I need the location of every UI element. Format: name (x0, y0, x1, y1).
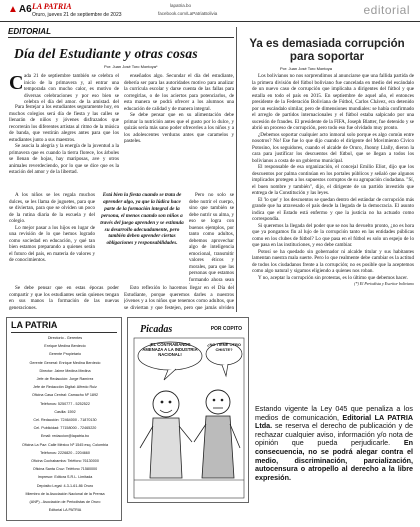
masthead-line: Impresor: Editora S.R.L. Limitada (37, 475, 93, 480)
editorial-paragraph: enseñados algo. Secundar el día del estudiante, debería ser para las autoridades motivo para analizar la currícula escolar y darse cuenta de las fallas para corregirlas, o de los aciertos para potenciarlos, de esta manera se podrá ofrecer a los alumnos una educación de calidad y de manera integral. (124, 73, 234, 112)
page-header (0, 0, 420, 22)
masthead-line: Email: redaccion@lapatria.bo (40, 434, 90, 439)
cartoon-brand: Picadas (140, 324, 173, 335)
masthead-line: Jefe de Redacción Digital: Alfredo Ruiz (33, 385, 97, 390)
issue-date: Oruro, jueves 21 de septiembre de 2023 (32, 12, 122, 18)
speech-bubble: ¿NO TIENE OTRO CHISTE? (207, 342, 241, 352)
masthead-line: Depósito Legal: 4-3-1-61-86 Oruro (36, 483, 94, 488)
speech-bubble: ¡EL CONTRABANDO AMENAZA A LA INDUSTRIA NACIONAL! (142, 342, 198, 357)
opinion-title: Ya es demasiada corrupción para soportar (249, 38, 405, 63)
notice-warning: En consecuencia, no se podrá alegar contra el medio, discriminación, parcialización, autocensura o atropello al derecho a la libre expresión. (255, 438, 413, 482)
masthead-line: Directorio - Gerentes (47, 336, 83, 340)
editorial-paragraph: Se debe pensar que en su alimentación debe primar la nutrición antes que el gusto por lo dulce, y quizás sería más sano poder ofrecerles a los niños y a los adolescentes verduras antes que caramelos y pasteles. (124, 112, 234, 144)
masthead-line: (ANP) - Asociación de Periodistas de Oruro (29, 500, 101, 504)
drop-cap: C (9, 72, 24, 94)
masthead-line: Oficina La Paz: Calle México Nº 1545 esq. Colombia (22, 442, 108, 447)
opinion-author: Por: Juan José Toro Montoya (280, 66, 332, 71)
masthead-line: Enrique Medina Berdecio (44, 344, 86, 349)
editorial-column-1 (24, 73, 119, 103)
masthead-line: Jefe de Redacción: Jorge Ramírez (36, 377, 94, 381)
pull-quote: Está bien la fiesta cuando se trata de aprender algo, ya que la lúdica hace parte de la formación integral de la persona, el menos cuando son niños a través del juego aprenden y se estimula su desarrollo adecuadamente, pero también deben aprender ciertas obligaciones y responsabilidades. (100, 192, 184, 247)
editorial-column-1-narrow (9, 192, 95, 284)
opinion-paragraph: Los bolivianos no nos sorprendimos al anunciarse que una fallida partida de la primera división del fútbol boliviano fue cancelada en medio del escándalo de un nuevo caso de corrupción que implicaba a dirigentes del fútbol y que estalla en todo el país en 2015. En septiembre de aquel año, el entonces presidente de la Federación Boliviana de Fútbol, Carlos Chávez, era detenido por un escándalo similar, pero de dimensiones mundiales: se había confirmado el arreglo de partidos internacionales y el fútbol estaba salpicado por una sucesión de fraudes. El presidente de la FIFA, Joseph Blatter, fue detenido y se abrió un proceso de corrupción, pero todo eso fue olvidado muy pronto. (252, 73, 414, 131)
opinion-paragraph: Y no, aceptar la corrupción sin protestas, es lo último que debemos hacer. (258, 274, 408, 281)
editorial-column-2-narrow (189, 192, 234, 284)
editorial-title: Día del Estudiante y otras cosas (14, 46, 198, 61)
masthead-line: Teléfonos: 5250777 - 5252522 (40, 401, 90, 406)
notice-text: Estando vigente la Ley 045 que penaliza a los medios de comunicación, (255, 404, 413, 422)
section-label: editorial (363, 3, 410, 17)
masthead-title: LA PATRIA (11, 320, 58, 330)
opinion-paragraph: Potosí se ha quedado sin gobernador ni alcalde titular y sus habitantes lamentan nuestra mala suerte. Pero lo que realmente debe cambiar es la actitud de todos los ciudadanos frente a la corrupción; no es posible que la aceptemos como algo natural y sigamos eligiendo a quienes nos roban. (252, 248, 414, 274)
editorial-paragraph: Se debe pensar que en estas épocas poder compartir y que los estudiantes serán quienes tengan en sus manos la formación de las nuevas generaciones. (9, 285, 119, 311)
editorial-column-2-bottom (124, 285, 234, 311)
editorial-author: Por: Juan José Toro Montoya* (104, 64, 158, 69)
masthead-box (6, 317, 122, 521)
legal-notice (255, 405, 413, 482)
masthead-line: Oficina Cochabamba: Teléfono 76130000 (31, 459, 99, 463)
opinion-paragraph: ¿Debemos soportar cualquier acto inmoral solo porque es algo común entre nosotros? No! Ese fue lo que dijo cuando el dirigente del Movimiento Cívico Potosino, los seguidores, cuando el alcalde de Oruro, Jhonny Llally, dieron la cara para justificar los descuentos del fútbol, que se llegan a todos los bolivianos a costa de un gobierno municipal. (252, 131, 414, 164)
opinion-paragraph: Si queremos la llegada del poder que se nos ha devuelto pronto, ¿no es hora que ya pongamos fin al lujo de la corrupción tanto en las entidades públicas como en los clubes de fútbol? Lo que pasa en el fútbol es solo un espejo de lo que pasa en las instituciones, y eso debe cambiar. (252, 222, 414, 248)
editorial-bottom-span (9, 285, 119, 311)
masthead-line: Cel. Publicidad: 77158000 - 72465220 (33, 426, 97, 431)
masthead-line: Director: Jaime Medina Medina (39, 368, 91, 373)
opinion-paragraph: El responsable de esa organización, el concejal Emilio Eliot, dijo que los descuentos por palma continúan en los portales públicos y señaló que algunos implicados protegen a los supuestos corruptos de su agrupación ciudadana. "Sí, el buen nombre y también", dijo, el dirigente de un partido investido que entrega de la Constitución y las leyes. (252, 164, 414, 196)
la-patria-logo: LA PATRIA (32, 2, 72, 11)
editorial-paragraph: Se asocia la alegría y la energía de la juventud a la primavera que es cuando la tierra florece, los árboles se llenan de hojas, hay mariposas, ave y otros animales reverdeciendo, por lo que se dice que es la estación del amor y de la libertad. (9, 143, 119, 175)
notice-text: se reserva el derecho de publicación y de rechazar cualquier aviso, información y/o nota de opinión que pueda perjudicarle. (255, 421, 414, 448)
editorial-paragraph: ada 21 de septiembre también se celebra el inicio de la primavera y, al entrar una temporada con mucho calor, es motivo de diversas celebraciones y por eso bien se celebra el día del amor, de la amistad, del (24, 73, 119, 103)
masthead-line: Editorial LA PATRIA (48, 508, 82, 513)
editorial-paragraph: A los niños se les regala muchos dulces, se les llama de juguetes, para que se diviertan, para que se olviden un poco de la rutina diaria de la escuela y del colegio. (9, 192, 95, 224)
editorial-column-1-body (9, 104, 119, 192)
social-handle: facebook.com/LaPatriaBolivia (158, 11, 218, 16)
masthead-line: Miembro de la Asociación Nacional de la Prensa (25, 491, 105, 496)
opinion-body (252, 73, 414, 403)
masthead-line: Gerente General: Enrique Medina Berdecio (29, 360, 101, 365)
editorial-paragraph: Lo mejor pasar a los hijos en lugar de una revisión de lo que hemos logrado como sociedad en educación, y qué tan bien estamos preparando a quienes serán el futuro del país, en materia de valores y de conocimientos. (9, 224, 95, 263)
column-divider (236, 27, 237, 312)
opinion-paragraph: El 'lo que' y los descuentos se quedan dentro del estándar de corrupción más grande que ha atravesado el país desde la llegada de la democracia. El asunto indica que el Estado está enfermo y que la justicia no ha actuado como correspondía. (252, 196, 414, 222)
editorial-paragraph: Para festejar a los estudiantes seguramente hoy, en muchos colegios será día de fiesta y las calles se llenarán de niños y jóvenes disfrazados que recorrerán los diferentes artistas al ritmo de la música de banda, que vestirán alegres antes para que los estudiantes junto a sus maestros. (9, 104, 119, 143)
editorial-paragraph: Esto reflexión lo hacemos llegar en el Día del Estudiante, porque queremos darles a nuestros jóvenes y a los niños que tenemos como adultos, que se diviertan y que festejen, pero que jamás olviden (124, 285, 234, 311)
editorial-label: EDITORIAL (8, 27, 51, 36)
masthead-line: Oficina Casa Central: Camacho Nº 1892 (31, 393, 99, 398)
masthead-line: Cel. Redacción: 72464000 - 71870130 (33, 418, 97, 422)
masthead-rule (11, 332, 117, 333)
editorial-column-2 (124, 73, 234, 191)
page-number: ▲A6 (8, 4, 32, 15)
masthead-line: Casilla: 1592 (54, 409, 76, 414)
notice-company: Editorial LA PATRIA Ltda. (255, 412, 414, 431)
masthead-line: Oficina Santa Cruz: Teléfono 71580000 (32, 467, 98, 472)
editorial-paragraph: Pero no solo se debe nutrir el cuerpo, sino que también se debe nutrir su alma, y eso se logra con buenos ejemplos, por tanto como adultos, debemos aprovechar algo de inteligencia emocional, transmitir valores éticos y morales, para que las personas que estamos formando ahora sean (189, 192, 234, 283)
opinion-footer: (*) El Periodista y Escritor boliviano (354, 281, 414, 286)
editorial-rule (8, 37, 234, 38)
cartoon (127, 317, 249, 503)
website: lapatria.bo (170, 3, 192, 8)
masthead-line: Gerente Propietario (48, 352, 82, 357)
masthead-line: Teléfonos: 2226820 - 2204660 (40, 450, 90, 455)
cartoon-author: POR COPITO (210, 326, 242, 332)
